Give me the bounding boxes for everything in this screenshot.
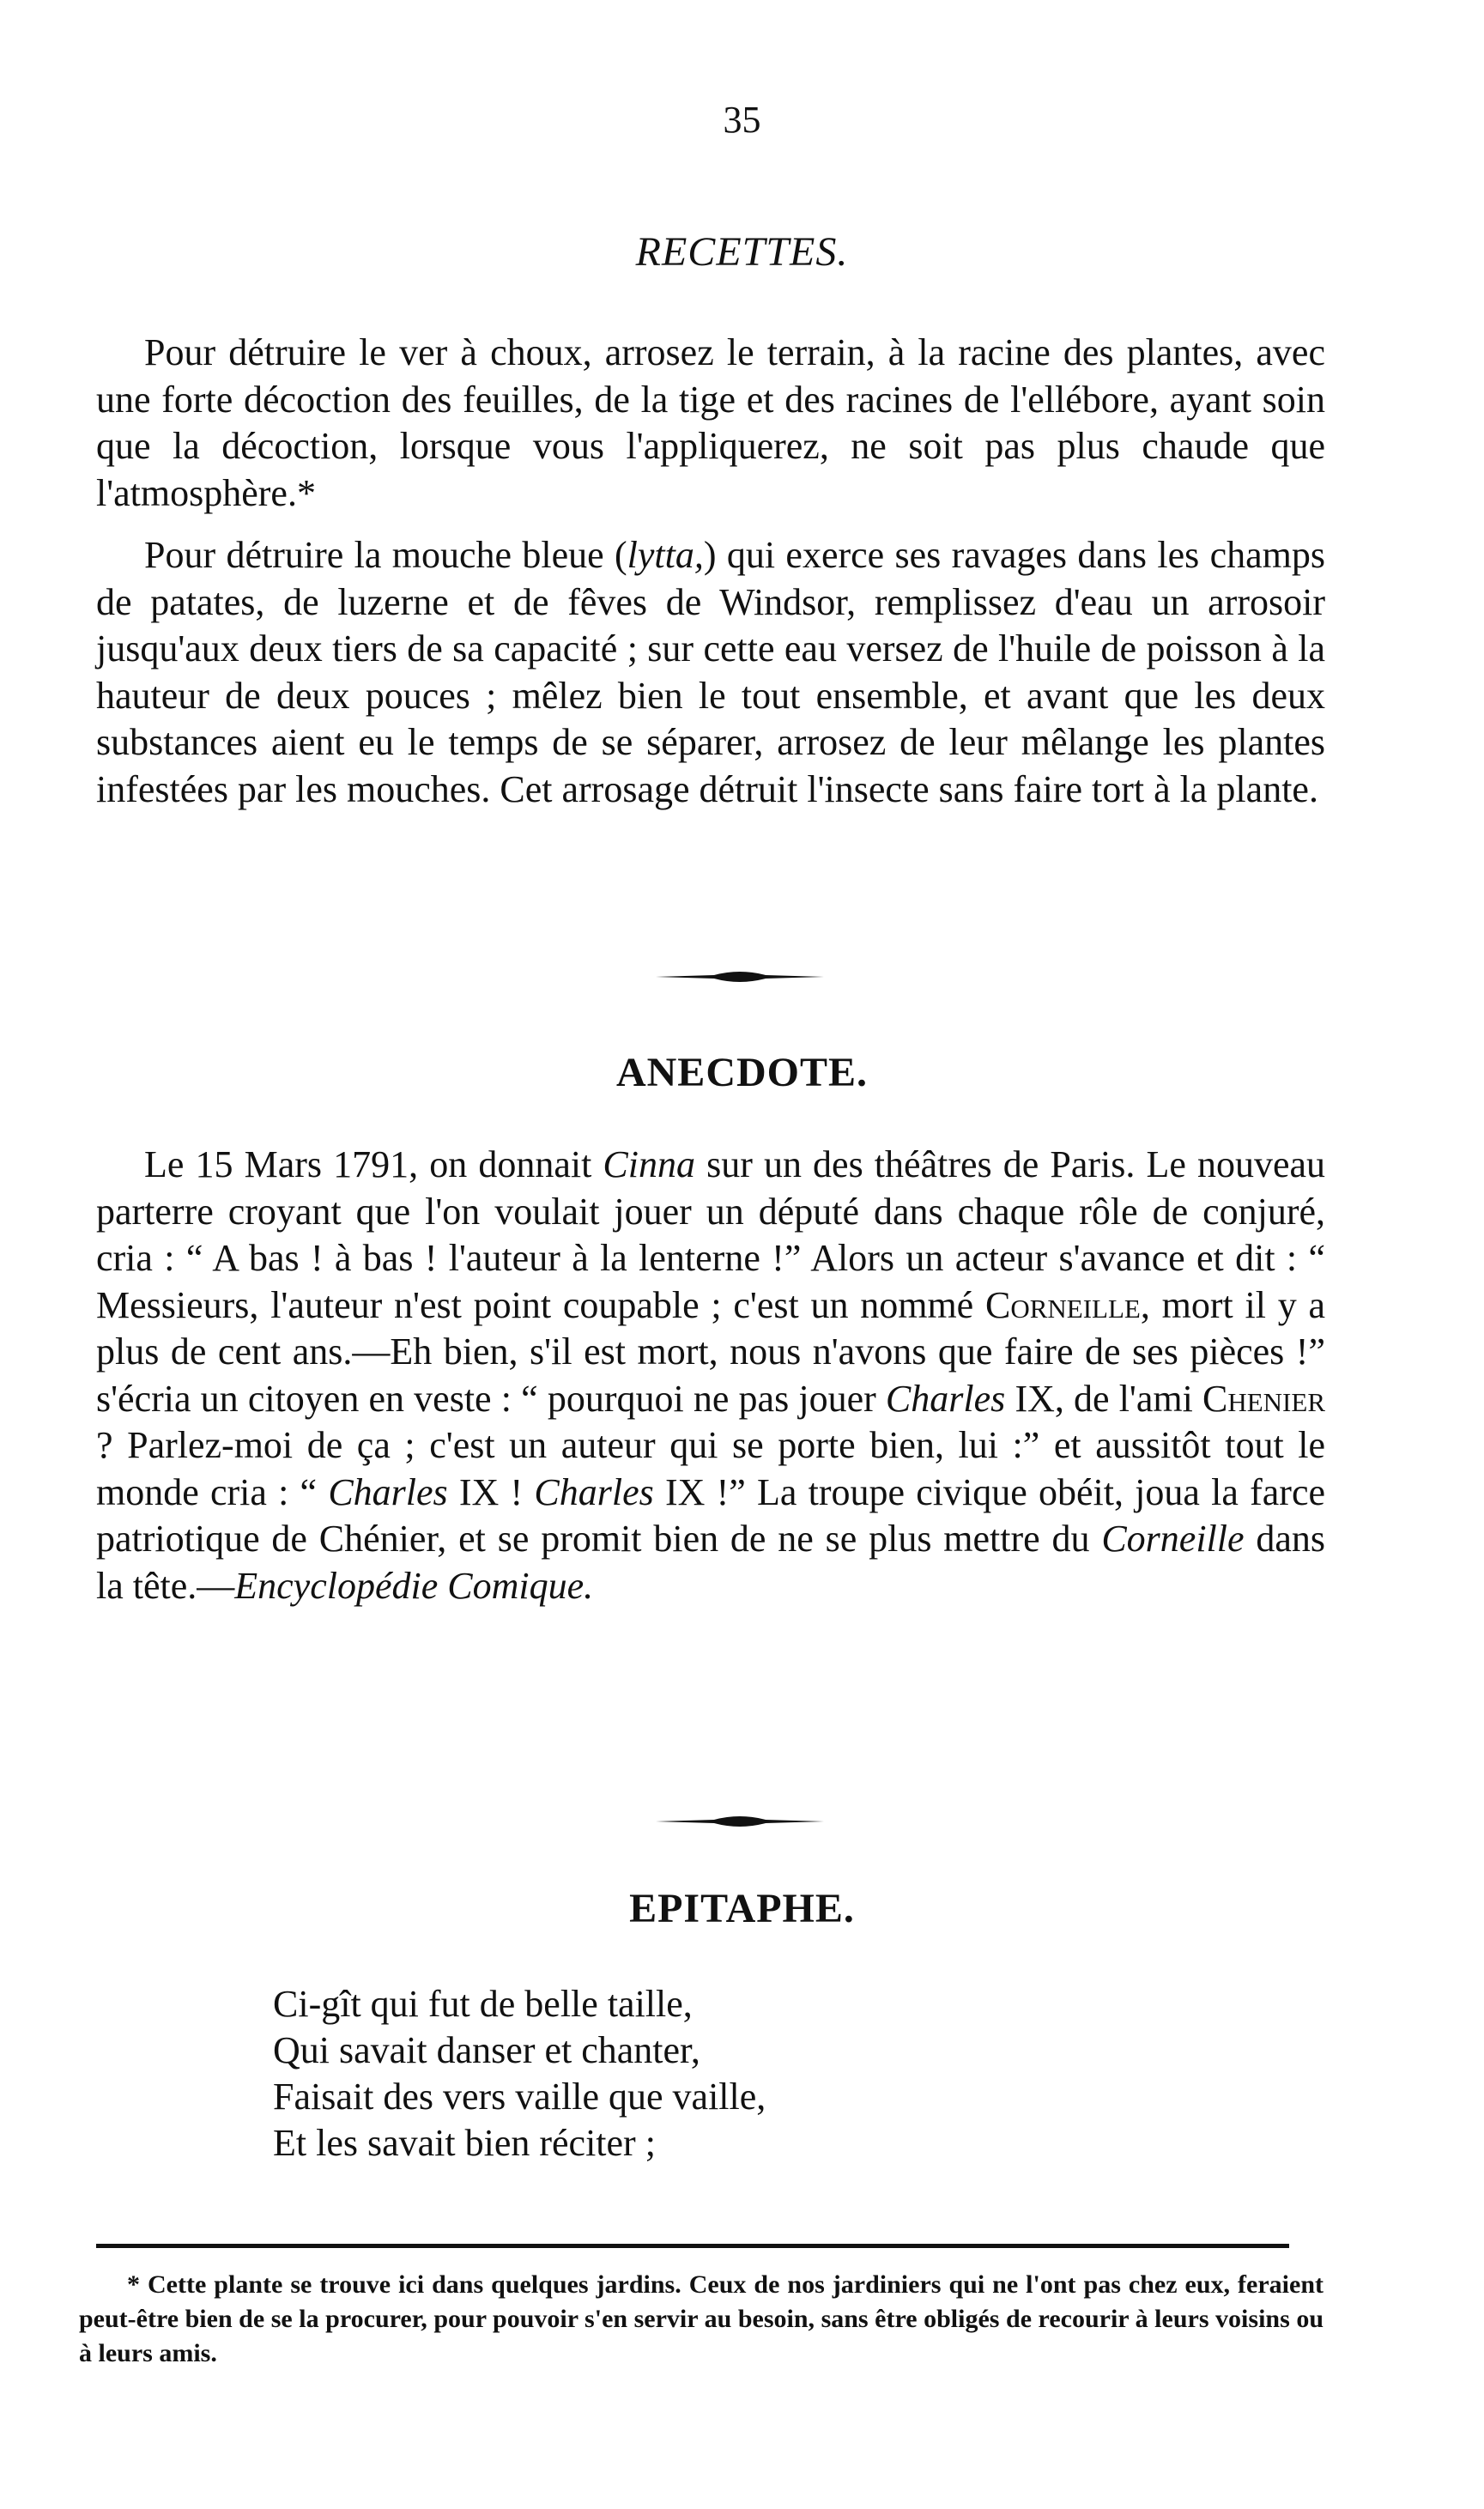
anecdote-text-1: Le 15 Mars 1791, on donnait [144,1143,603,1185]
anecdote-italic-source: Encyclopédie Comique. [234,1564,594,1607]
verse-line: Qui savait danser et chanter, [273,2029,700,2071]
anecdote-italic-charles-2: Charles [328,1470,448,1513]
anecdote-italic-charles-3: Charles [534,1470,654,1513]
p2-italic-lytta: lytta, [627,534,704,576]
p2-text-b: ) qui exerce ses ravages dans les champs de patates, de luzerne et de fêves de Windsor, remplissez d'eau un arrosoir jusqu'aux deux tiers de sa capacité ; sur cette eau versez de l'huile de poisson à la hauteur de deux pouces ; mêlez bien le tout ensemble, et avant que les deux substances aient eu le temps de se séparer, arrosez de leur mêlange les plantes infestées par les mouches. Cet arrosage détruit l'insecte sans faire tort à la plante. [96,534,1325,810]
footnote-rule [96,2244,1289,2248]
anecdote-text-4: IX, de l'ami [1005,1377,1202,1420]
anecdote-text-5: ? Parlez-moi de ça ; c'est un auteur qui se porte bien, lui :” et aussitôt tout le monde cria : “ [96,1424,1325,1513]
verse-line: Et les savait bien réciter ; [273,2122,656,2164]
recettes-heading: RECETTES. [635,229,849,275]
anecdote-smallcaps-chenier: Chenier [1202,1377,1325,1420]
anecdote-heading: ANECDOTE. [615,1050,869,1095]
anecdote-text-3: , mort il y a plus de cent ans.—Eh bien, s'il est mort, nous n'avons que faire de ses pièces !” s'écria un citoyen en veste : “ pourquoi ne pas jouer [96,1283,1325,1420]
verse-line: Faisait des vers vaille que vaille, [273,2076,766,2118]
footnote: * Cette plante se trouve ici dans quelques jardins. Ceux de nos jardiniers qui ne l'ont pas chez eux, feraient peut-être bien de se la procurer, pour pouvoir s'en servir au besoin, sans être obligés de recourir à leurs voisins ou à leurs amis. [79,2270,1323,2367]
anecdote-italic-cinna: Cinna [603,1143,695,1185]
page-number: 35 [723,99,761,141]
recettes-paragraph-1: Pour détruire le ver à choux, arrosez le terrain, à la racine des plantes, avec une forte décoction des feuilles, de la tige et des racines de l'ellébore, ayant soin que la décoction, lorsque vous l'appliquerez, ne soit pas plus chaude que l'atmosphère.* [96,331,1325,514]
anecdote-text-7: IX !” La troupe civique obéit, joua la farce patriotique de Chénier, et se promit bien de ne se plus mettre du [96,1470,1325,1560]
anecdote-text-2: sur un des théâtres de Paris. Le nouveau parterre croyant que l'on voulait jouer un député dans chaque rôle de conjuré, cria : “ A bas ! à bas ! l'auteur à la lenterne !” Alors un acteur s'avance et dit : “ Messieurs, l'auteur n'est point coupable ; c'est un nommé [96,1143,1326,1326]
epitaphe-verse [273,1981,1131,2167]
anecdote-text-6: IX ! [447,1470,535,1513]
p2-text-a: Pour détruire la mouche bleue ( [144,534,627,576]
verse-line: Ci-gît qui fut de belle taille, [273,1983,693,2025]
anecdote-text-8: dans la tête.— [96,1518,1325,1607]
anecdote-italic-corneille: Corneille [1101,1518,1245,1560]
section-divider-ornament [654,967,826,987]
anecdote-paragraph [96,1142,1325,1609]
section-divider-ornament [654,1811,826,1832]
anecdote-smallcaps-corneille: Corneille [984,1283,1141,1326]
anecdote-italic-charles-1: Charles [885,1377,1006,1420]
recettes-paragraph-2 [96,532,1325,813]
epitaphe-heading: EPITAPHE. [629,1886,855,1931]
